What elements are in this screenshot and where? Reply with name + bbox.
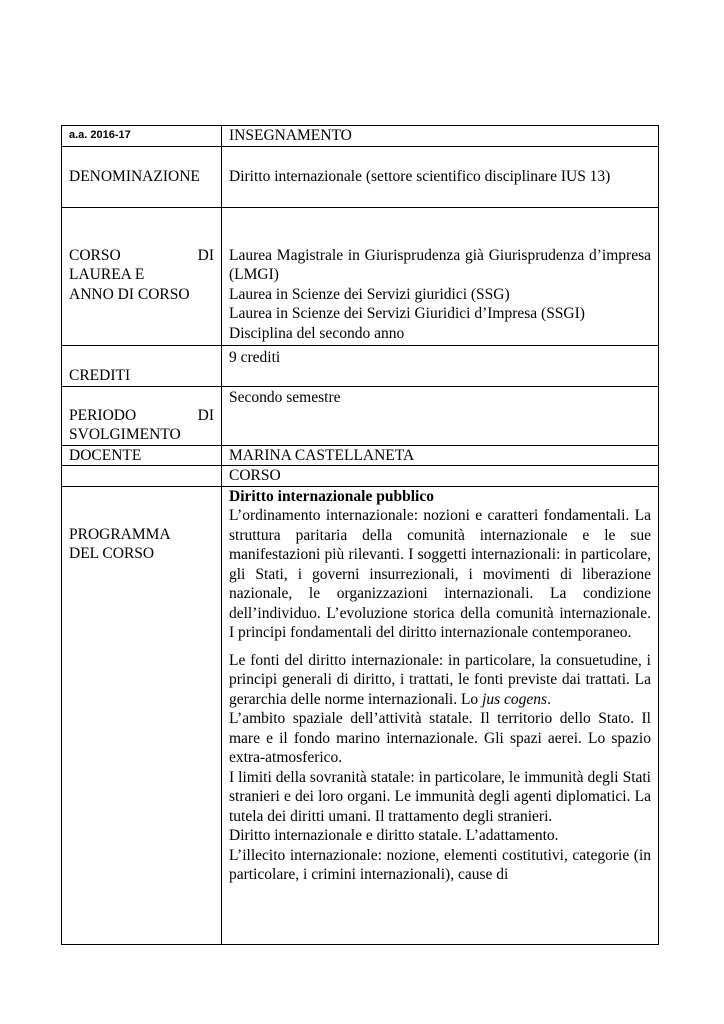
programma-paragraph: Diritto internazionale e diritto statale. L’adattamento. [229, 827, 559, 844]
programma-label-line2: DEL CORSO [69, 545, 155, 562]
periodo-label [62, 386, 222, 445]
programma-paragraph: L’ambito spaziale dell’attività statale. Il territorio dello Stato. Il mare e il fondo marino internazionale. Gli spazi aerei. Lo spazio extra-atmosferico. [229, 710, 651, 766]
corso-value: CORSO [222, 466, 659, 487]
periodo-row [62, 386, 659, 445]
periodo-value: Secondo semestre [222, 386, 659, 445]
programma-label-line1: PROGRAMMA [69, 525, 171, 543]
programma-row [62, 486, 659, 944]
programma-content [222, 486, 659, 944]
corso-label-word: CORSO [69, 246, 121, 264]
programma-paragraph: L’ordinamento internazionale: nozioni e caratteri fondamentali. La struttura paritaria della comunità internazionale e le sue manifestazioni più rilevanti. I soggetti internazionali: in particolare, gli Stati, i governi insurrezionali, i movimenti di liberazione nazionale, le organizzazioni internazionali. La condizione dell’individuo. L’evoluzione storica della comunità internazionale. I principi fondamentali del diritto internazionale contemporaneo. [229, 507, 651, 641]
corso-row [62, 466, 659, 487]
crediti-label: CREDITI [62, 345, 222, 386]
programma-title: Diritto internazionale pubblico [229, 487, 434, 505]
disciplina-line: Disciplina del secondo anno [229, 324, 405, 342]
programma-paragraph [229, 651, 651, 710]
academic-year-cell: a.a. 2016-17 [62, 126, 222, 147]
laurea-ssgi-line: Laurea in Scienze dei Servizi Giuridici d’Impresa (SSGI) [229, 305, 585, 322]
corso-empty-cell [62, 466, 222, 487]
laurea-e-label: LAUREA E [69, 266, 145, 283]
corso-di-laurea-row [62, 207, 659, 345]
svolgimento-label: SVOLGIMENTO [69, 426, 181, 443]
laurea-magistrale-line: Laurea Magistrale in Giurisprudenza già Giurisprudenza d’impresa (LMGI) [229, 246, 651, 283]
periodo-di-word: DI [197, 406, 214, 424]
fonti-text: Le fonti del diritto internazionale: in particolare, la consuetudine, i principi generali di diritto, i trattati, le fonti previste dai trattati. La gerarchia delle norme internazionali. Lo [229, 651, 651, 708]
jus-cogens-text: jus cogens [482, 690, 548, 708]
programma-paragraph: I limiti della sovranità statale: in particolare, le immunità degli Stati stranieri e dei loro organi. Le immunità degli agenti diplomatici. La tutela dei diritti umani. Il trattamento degli stranieri. [229, 768, 651, 825]
header-row [62, 126, 659, 147]
docente-value: MARINA CASTELLANETA [222, 445, 659, 466]
course-info-table [61, 125, 659, 945]
corso-di-laurea-label [62, 207, 222, 345]
programma-paragraph: L’illecito internazionale: nozione, elementi costitutivi, categorie (in particolare, i crimini internazionali), cause di [229, 846, 651, 883]
laurea-ssg-line: Laurea in Scienze dei Servizi giuridici (SSG) [229, 285, 510, 303]
denominazione-value: Diritto internazionale (settore scientifico disciplinare IUS 13) [222, 146, 659, 207]
docente-row [62, 445, 659, 466]
programma-label [62, 486, 222, 944]
insegnamento-cell: INSEGNAMENTO [222, 126, 659, 147]
di-label-word: DI [197, 246, 214, 264]
anno-di-corso-label: ANNO DI CORSO [69, 285, 190, 303]
periodo-label-word: PERIODO [69, 406, 137, 424]
corso-di-laurea-value [222, 207, 659, 345]
denominazione-label: DENOMINAZIONE [62, 146, 222, 207]
denominazione-row [62, 146, 659, 207]
crediti-value: 9 crediti [222, 345, 659, 386]
crediti-row [62, 345, 659, 386]
docente-label: DOCENTE [62, 445, 222, 466]
fonti-end: . [547, 690, 551, 708]
